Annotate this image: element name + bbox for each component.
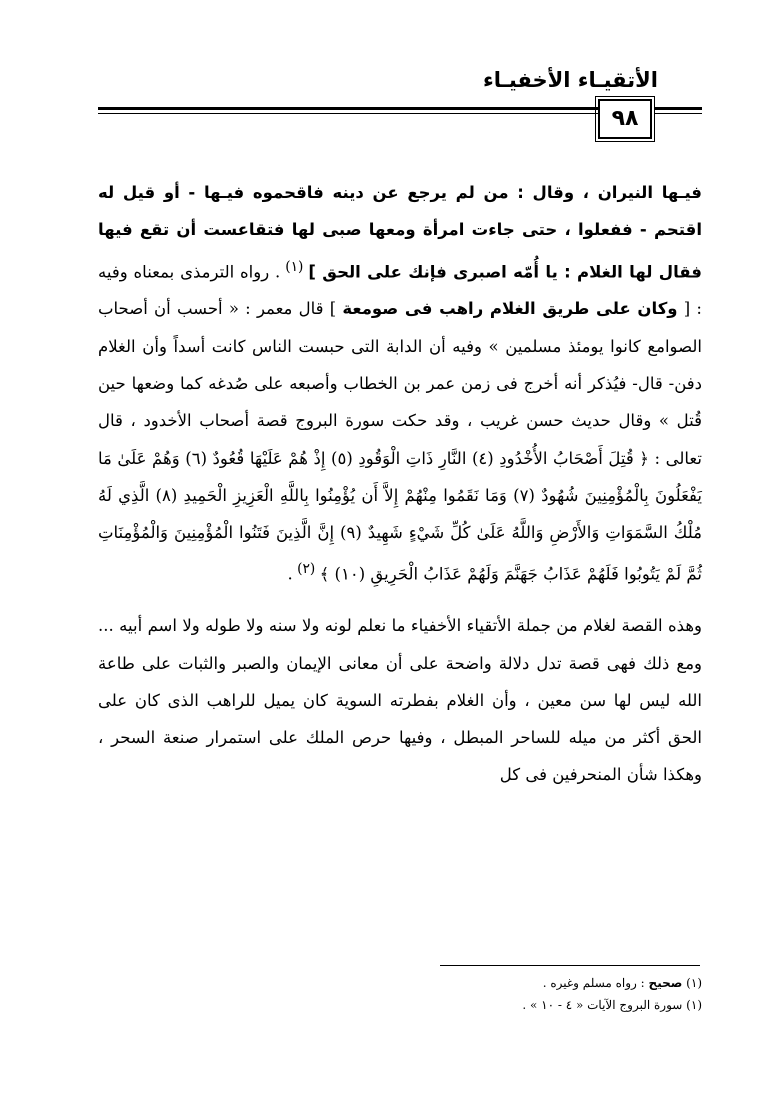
paragraph-end: .: [287, 564, 293, 584]
page-number: ٩٨: [598, 99, 652, 139]
main-text: [98, 174, 702, 794]
paragraph-2: وهذه القصة لغلام من جملة الأتقياء الأخفياء ما نعلم لونه ولا سنه ولا طوله ولا اسم أبيه ... ومع ذلك فهى قصة تدل دلالة واضحة على أن معانى الإيمان والصبر والثبات على طاعة الله ليس لها سن معين ، وأن الغلام بفطرته السوية كان يميل للراهب الذى كان على الحق أكثر من ميله للساحر المبطل ، وفيها حرص الملك على استمرار صنعة السحر ، وهكذا شأن المنحرفين فى كل: [98, 616, 702, 785]
hadith-quote: وكان على طريق الغلام راهب فى صومعة: [342, 299, 678, 319]
paragraph-1: [98, 174, 702, 593]
footnote-1-marker: (١): [686, 976, 702, 990]
footnote-1: [98, 972, 702, 994]
footnote-ref-1: (١): [280, 258, 309, 275]
running-title: الأتقيـاء الأخفيـاء: [483, 68, 658, 92]
header-rule: [98, 107, 608, 110]
footnote-2-marker: (١): [686, 998, 702, 1012]
footnote-ref-2: (٢): [292, 561, 320, 578]
footnote-2-text: سورة البروج الآيات « ٤ - ١٠ » .: [522, 998, 683, 1012]
commentary-and-verses: ] قال معمر : « أحسب أن أصحاب الصوامع كانوا يومئذ مسلمين » وفيه أن الدابة التى حبست الناس كانت أسداً وأن الغلام دفن- قال- فيُذكر أنه أخرج فى زمن عمر بن الخطاب وأصبعه على صُدغه كما وضعها حين قُتل » وقال حديث حسن غريب ، وقد حكت سورة البروج قصة أصحاب الأخدود ، قال تعالى : ﴿ قُتِلَ أَصْحَابُ الأُخْدُودِ (٤) النَّارِ ذَاتِ الْوَقُودِ (٥) إِذْ هُمْ عَلَيْهَا قُعُودٌ (٦) وَهُمْ عَلَىٰ مَا يَفْعَلُونَ بِالْمُؤْمِنِينَ شُهُودٌ (٧) وَمَا نَقَمُوا مِنْهُمْ إِلاَّ أَن يُؤْمِنُوا بِاللَّهِ الْعَزِيزِ الْحَمِيدِ (٨) الَّذِي لَهُ مُلْكُ السَّمَوَاتِ وَالأَرْضِ وَاللَّهُ عَلَىٰ كُلِّ شَيْءٍ شَهِيدٌ (٩) إِنَّ الَّذِينَ فَتَنُوا الْمُؤْمِنِينَ وَالْمُؤْمِنَاتِ ثُمَّ لَمْ يَتُوبُوا فَلَهُمْ عَذَابُ جَهَنَّمَ وَلَهُمْ عَذَابُ الْحَرِيقِ (١٠) ﴾: [98, 299, 702, 584]
footnote-1-grade: صحيح: [648, 976, 683, 990]
footnotes: [98, 972, 702, 1016]
header-rule-thin: [98, 113, 608, 114]
header-rule-right: [654, 107, 702, 110]
narration-note: . رواه الترمذى بمعناه وفيه : [: [98, 262, 702, 319]
header-rule-right-thin: [654, 113, 702, 114]
hadith-text: فيـها النيران ، وقال : من لم يرجع عن دينه فاقحموه فيـها - أو قيل له اقتحم - ففعلوا ، حتى جاءت امرأة ومعها صبى لها فتقاعست أن تقع فيها فقال لها الغلام : يا أُمّه اصبرى فإنك على الحق ]: [98, 183, 702, 282]
footnote-1-text: : رواه مسلم وغيره .: [542, 976, 645, 990]
footnote-2: [98, 994, 702, 1016]
footnote-separator: [440, 965, 700, 966]
